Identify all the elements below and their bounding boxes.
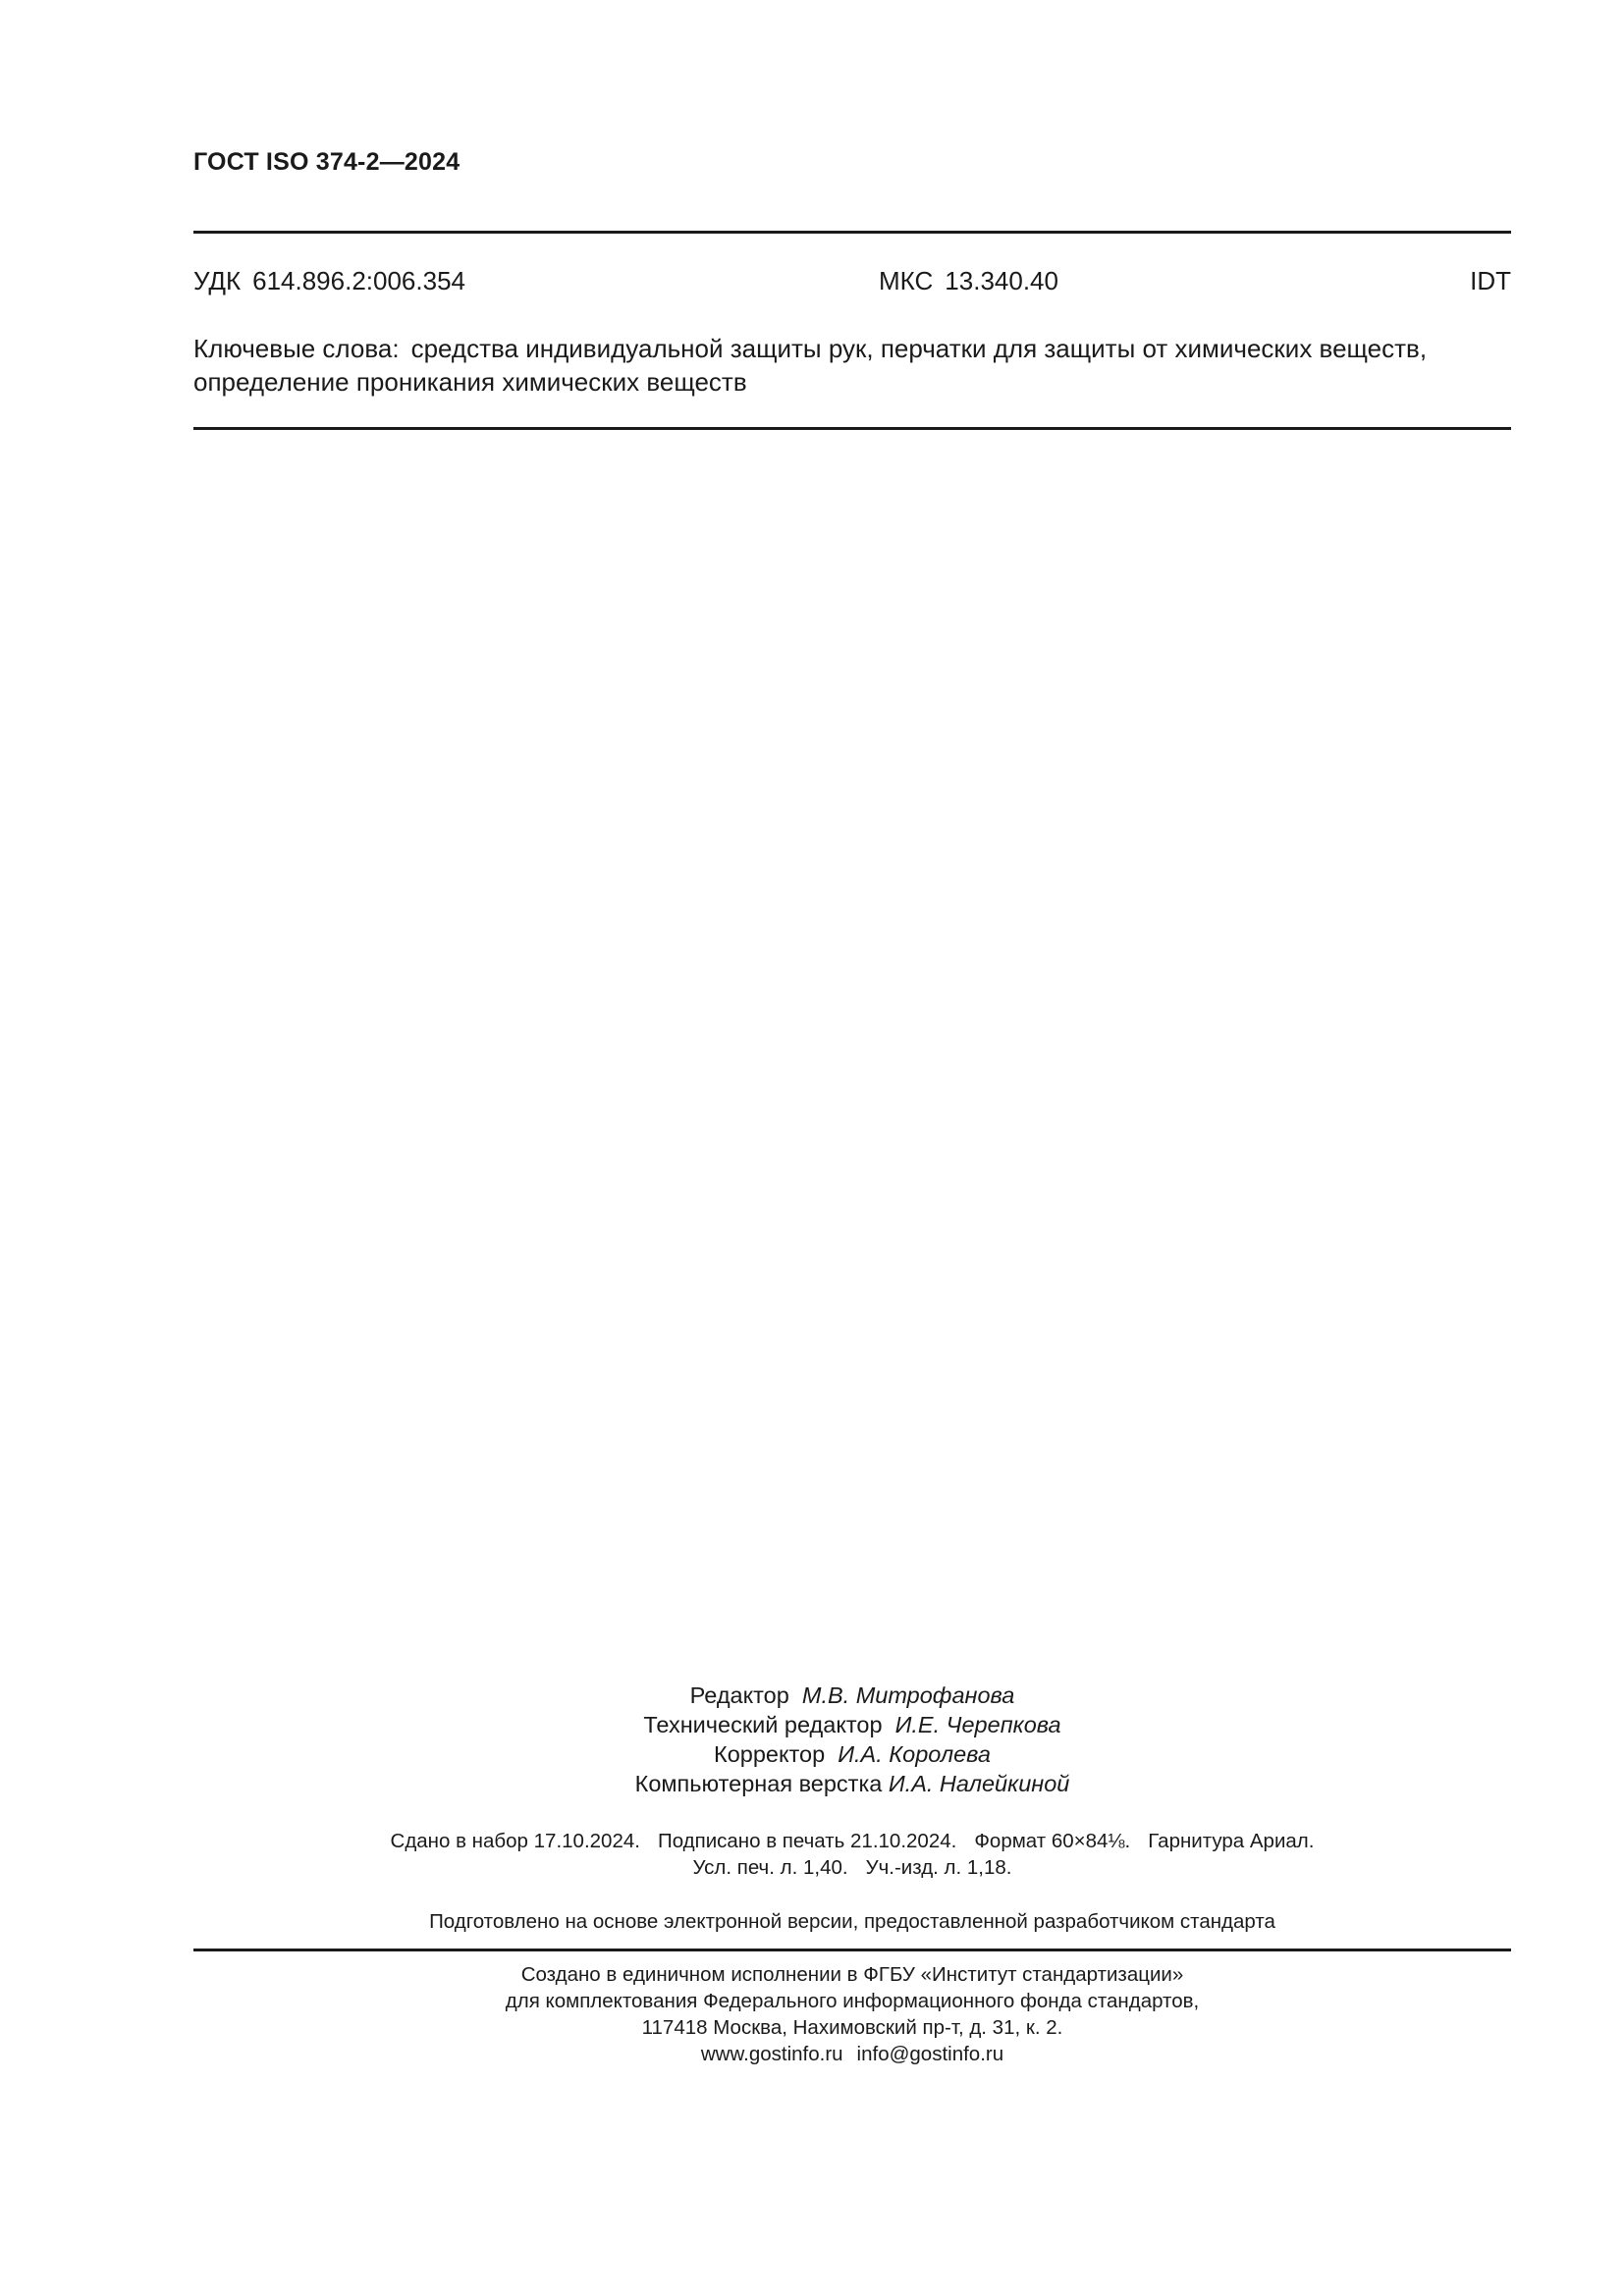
keywords-text: средства индивидуальной защиты рук, перчатки для защиты от химических веществ, определение проникания химических веществ — [193, 334, 1428, 397]
footer-line-3: 117418 Москва, Нахимовский пр-т, д. 31, к. 2. — [641, 2016, 1063, 2039]
credit-role: Корректор — [714, 1741, 826, 1767]
imprint-print-sheets: Усл. печ. л. 1,40. — [692, 1856, 848, 1879]
footer-email-link[interactable]: info@gostinfo.ru — [856, 2043, 1004, 2065]
footer-line-1: Создано в единичном исполнении в ФГБУ «Институт стандартизации» — [520, 1963, 1184, 1986]
credit-name: И.А. Налейкиной — [888, 1771, 1070, 1796]
imprint-submitted: Сдано в набор 17.10.2024. — [390, 1830, 640, 1852]
credit-name: И.Е. Черепкова — [894, 1712, 1061, 1737]
udk-code — [193, 266, 465, 296]
imprint-format: Формат 60×84⅛. — [974, 1830, 1131, 1852]
credit-role: Компьютерная верстка — [634, 1771, 883, 1796]
degree-of-correspondence: IDT — [1470, 266, 1511, 295]
divider-keywords — [193, 427, 1511, 430]
credit-role: Редактор — [689, 1682, 789, 1708]
credit-technical-editor — [193, 1710, 1511, 1739]
imprint-block — [193, 1828, 1511, 1881]
credit-proofreader — [193, 1739, 1511, 1769]
standard-code: ГОСТ ISO 374-2—2024 — [193, 148, 460, 176]
imprint-signed: Подписано в печать 21.10.2024. — [657, 1830, 957, 1852]
udk-label: УДК — [193, 266, 242, 295]
credit-layout — [193, 1769, 1511, 1798]
prepared-note: Подготовлено на основе электронной версии, предоставленной разработчиком стандарта — [429, 1910, 1275, 1933]
classification-row — [193, 266, 1511, 299]
footer-contacts — [193, 2041, 1511, 2067]
credit-role: Технический редактор — [643, 1712, 883, 1737]
credits-block — [193, 1681, 1511, 1798]
imprint-line-2 — [193, 1854, 1511, 1881]
udk-value: 614.896.2:006.354 — [252, 266, 465, 295]
footer-website-link[interactable]: www.gostinfo.ru — [700, 2043, 843, 2065]
imprint-publisher-sheets: Уч.-изд. л. 1,18. — [865, 1856, 1012, 1879]
keywords-block — [193, 332, 1519, 399]
footer-block — [193, 1961, 1511, 2067]
keywords-label: Ключевые слова: — [193, 334, 400, 363]
credit-name: М.В. Митрофанова — [801, 1682, 1015, 1708]
mks-value: 13.340.40 — [945, 266, 1058, 295]
divider-footer — [193, 1949, 1511, 1951]
mks-label: МКС — [879, 266, 934, 295]
footer-line-2: для комплектования Федерального информационного фонда стандартов, — [505, 1990, 1200, 2012]
imprint-line-1 — [193, 1828, 1511, 1854]
divider-top — [193, 231, 1511, 234]
mks-code — [879, 266, 1058, 296]
credit-editor — [193, 1681, 1511, 1710]
imprint-typeface: Гарнитура Ариал. — [1148, 1830, 1315, 1852]
credit-name: И.А. Королева — [838, 1741, 991, 1767]
